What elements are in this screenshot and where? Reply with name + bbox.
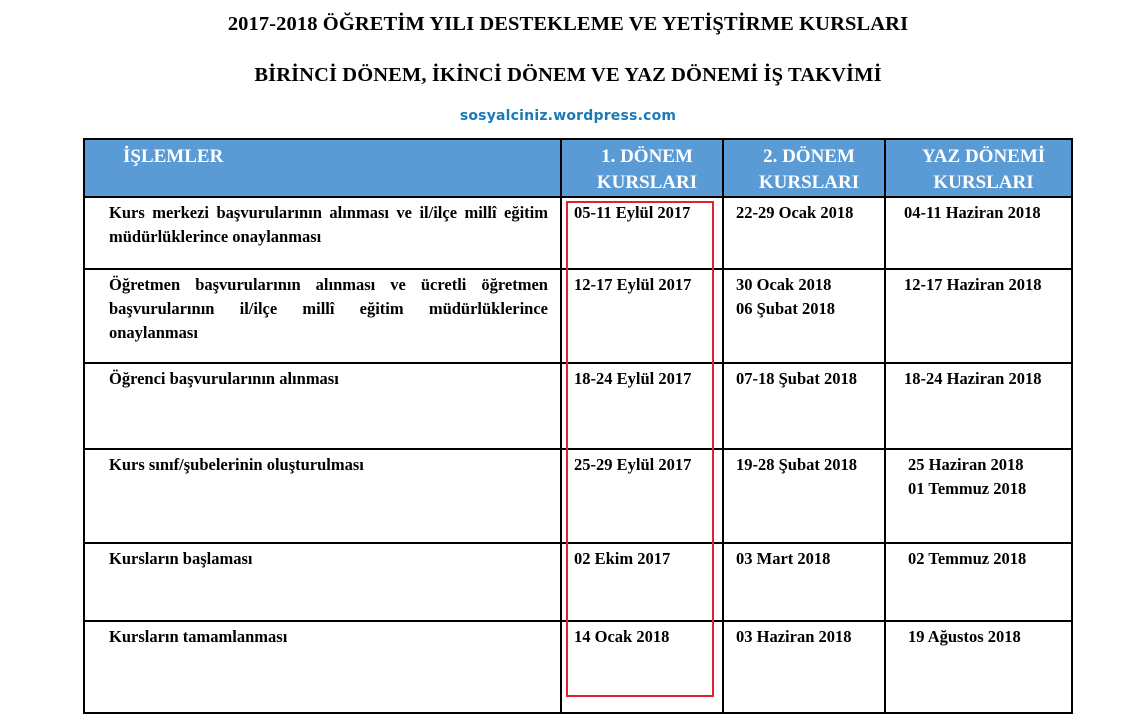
term2-cell <box>723 269 885 363</box>
date-text: 07-18 Şubat 2018 <box>736 369 858 388</box>
term2-cell <box>723 449 885 543</box>
date-text: 06 Şubat 2018 <box>736 299 836 318</box>
header-label: KURSLARI <box>596 172 698 193</box>
date-text: 04-11 Haziran 2018 <box>904 203 1041 222</box>
term1-cell <box>561 197 723 269</box>
table-row <box>84 543 1072 621</box>
term2-cell <box>723 543 885 621</box>
date-text: 01 Temmuz 2018 <box>908 479 1027 498</box>
table-row <box>84 449 1072 543</box>
date-text: 14 Ocak 2018 <box>574 627 670 646</box>
date-text: 03 Haziran 2018 <box>736 627 852 646</box>
header-row <box>84 139 1072 197</box>
document-title: 2017-2018 ÖĞRETİM YILI DESTEKLEME VE YETİŞTİRME KURSLARI <box>227 13 909 35</box>
table-row <box>84 269 1072 363</box>
task-cell: Kursların başlaması <box>84 543 561 621</box>
date-text: 18-24 Haziran 2018 <box>904 369 1042 388</box>
date-text: 12-17 Haziran 2018 <box>904 275 1042 294</box>
header-label: YAZ DÖNEMİ <box>921 146 1046 167</box>
date-text: 02 Temmuz 2018 <box>908 549 1027 568</box>
date-text: 03 Mart 2018 <box>736 549 831 568</box>
task-cell: Öğrenci başvurularının alınması <box>84 363 561 449</box>
term1-cell <box>561 543 723 621</box>
date-text: 12-17 Eylül 2017 <box>574 275 692 294</box>
task-cell: Kurs merkezi başvurularının alınması ve il/ilçe millî eğitim müdürlüklerince onaylanması <box>84 197 561 269</box>
term2-cell <box>723 363 885 449</box>
date-text: 19 Ağustos 2018 <box>908 627 1021 646</box>
header-summer <box>885 139 1072 197</box>
schedule-table <box>83 138 1073 714</box>
summer-cell <box>885 269 1072 363</box>
header-label: 2. DÖNEM <box>763 146 855 167</box>
date-text: 30 Ocak 2018 <box>736 275 832 294</box>
summer-cell <box>885 621 1072 713</box>
header-term2 <box>723 139 885 197</box>
summer-cell <box>885 363 1072 449</box>
term2-cell <box>723 621 885 713</box>
task-cell: Kurs sınıf/şubelerinin oluşturulması <box>84 449 561 543</box>
date-text: 22-29 Ocak 2018 <box>736 203 854 222</box>
table-row <box>84 197 1072 269</box>
term2-cell <box>723 197 885 269</box>
term1-cell <box>561 363 723 449</box>
task-cell: Kursların tamamlanması <box>84 621 561 713</box>
table-row <box>84 363 1072 449</box>
header-term1 <box>561 139 723 197</box>
header-label: İŞLEMLER <box>123 146 224 167</box>
summer-cell <box>885 197 1072 269</box>
date-text: 18-24 Eylül 2017 <box>574 369 692 388</box>
table-row <box>84 621 1072 713</box>
header-label: KURSLARI <box>933 172 1034 193</box>
term1-cell <box>561 269 723 363</box>
date-text: 19-28 Şubat 2018 <box>736 455 858 474</box>
date-text: 25-29 Eylül 2017 <box>574 455 692 474</box>
summer-cell <box>885 543 1072 621</box>
date-text: 05-11 Eylül 2017 <box>574 203 691 222</box>
date-text: 02 Ekim 2017 <box>574 549 671 568</box>
header-tasks <box>84 139 561 197</box>
document-subtitle: BİRİNCİ DÖNEM, İKİNCİ DÖNEM VE YAZ DÖNEMİ İŞ TAKVİMİ <box>254 64 882 86</box>
header-label: KURSLARI <box>758 172 860 193</box>
task-cell: Öğretmen başvurularının alınması ve ücretli öğretmen başvurularının il/ilçe millî eğitim müdürlüklerince onaylanması <box>84 269 561 363</box>
watermark-url: sosyalciniz.wordpress.com <box>459 108 677 124</box>
term1-cell <box>561 621 723 713</box>
header-label: 1. DÖNEM <box>601 146 693 167</box>
term1-cell <box>561 449 723 543</box>
summer-cell <box>885 449 1072 543</box>
date-text: 25 Haziran 2018 <box>908 455 1024 474</box>
